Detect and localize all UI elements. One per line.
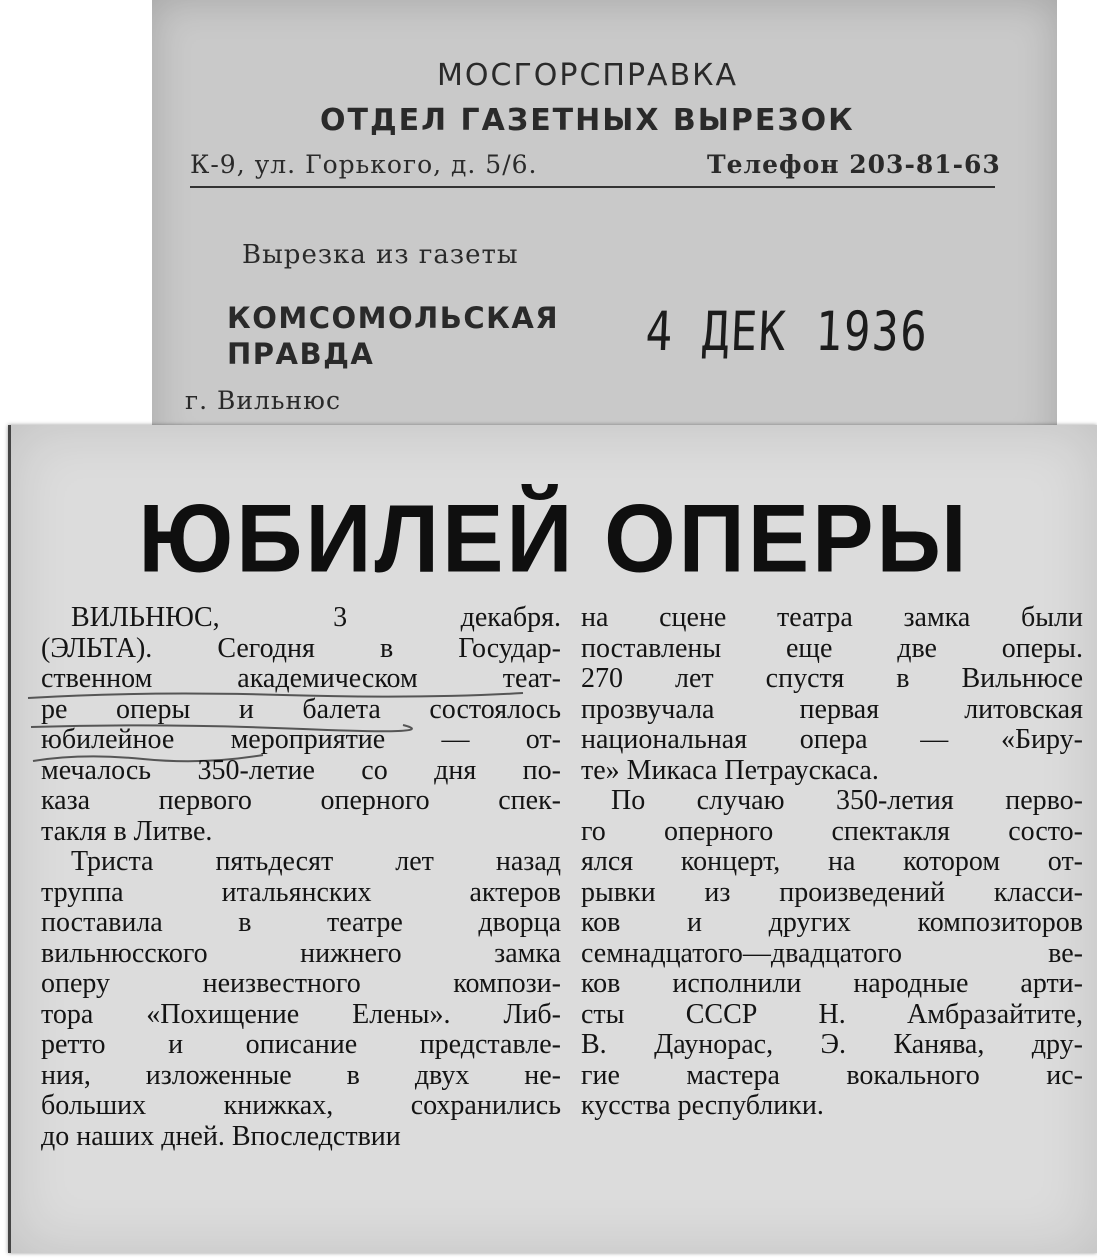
- article-line: ре оперы и балета состоялось: [41, 693, 561, 725]
- agency-name: МОСГОРСПРАВКА: [437, 58, 738, 93]
- newspaper-clipping: [8, 425, 1097, 1253]
- article-line: По случаю 350-летия перво-: [611, 785, 1083, 816]
- article-line: национальная опера — «Биру-: [581, 724, 1083, 755]
- article-line: труппа итальянских актеров: [41, 876, 561, 908]
- clip-source-label: Вырезка из газеты: [242, 240, 519, 270]
- article-line: тора «Похищение Елены». Либ-: [41, 998, 561, 1030]
- article-line: гие мастера вокального ис-: [581, 1059, 1083, 1091]
- article-line: ственном академическом теат-: [41, 663, 561, 694]
- article-line: ков исполнили народные арти-: [581, 968, 1083, 999]
- article-line: сты СССР Н. Амбразайтите,: [581, 998, 1083, 1030]
- article-line: ков и других композиторов: [581, 907, 1083, 938]
- article-line: (ЭЛЬТА). Сегодня в Государ-: [41, 632, 561, 664]
- article-line: оперу неизвестного компози-: [41, 968, 561, 999]
- agency-phone: Телефон 203-81-63: [707, 150, 1001, 179]
- article-column-left: [41, 603, 561, 1152]
- article-line: до наших дней. Впоследствии: [41, 1120, 401, 1152]
- article-line: ретто и описание представле-: [41, 1029, 561, 1060]
- article-line: 270 лет спустя в Вильнюсе: [581, 663, 1083, 694]
- article-line: вильнюсского нижнего замка: [41, 937, 561, 969]
- article-line: мечалось 350-летие со дня по-: [41, 754, 561, 786]
- article-line: ВИЛЬНЮС, 3 декабря.: [71, 602, 561, 633]
- city-label: г. Вильнюс: [185, 386, 341, 415]
- divider-rule: [190, 186, 995, 188]
- newspaper-name: КОМСОМОЛЬСКАЯ ПРАВДА: [227, 301, 560, 371]
- article-line: семнадцатого—двадцатого ве-: [581, 937, 1083, 969]
- article-line: такля в Литве.: [41, 815, 213, 847]
- article-line: больших книжках, сохранились: [41, 1090, 561, 1121]
- article-line: поставлены еще две оперы.: [581, 632, 1083, 664]
- article-line: го оперного спектакля состо-: [581, 815, 1083, 847]
- article-line: поставила в театре дворца: [41, 907, 561, 938]
- article-line: кусства республики.: [581, 1090, 824, 1121]
- agency-address: К-9, ул. Горького, д. 5/6.: [190, 150, 538, 179]
- article-line: прозвучала первая литовская: [581, 693, 1083, 725]
- article-line: В. Даунорас, Э. Канява, дру-: [581, 1029, 1083, 1060]
- article-column-right: [581, 603, 1083, 1122]
- article-line: ния, изложенные в двух не-: [41, 1059, 561, 1091]
- article-line: на сцене театра замка были: [581, 602, 1083, 633]
- article-headline: ЮБИЛЕЙ ОПЕРЫ: [138, 485, 970, 593]
- article-line: юбилейное мероприятие — от-: [41, 724, 561, 755]
- article-line: рывки из произведений класси-: [581, 876, 1083, 908]
- agency-slip: [152, 0, 1057, 460]
- article-line: Триста пятьдесят лет назад: [71, 846, 561, 877]
- article-line: ялся концерт, на котором от-: [581, 846, 1083, 877]
- date-stamp: 4 ДЕК 1936: [644, 300, 930, 363]
- article-line: каза первого оперного спек-: [41, 785, 561, 816]
- department-name: ОТДЕЛ ГАЗЕТНЫХ ВЫРЕЗОК: [320, 103, 855, 138]
- article-line: те» Микаса Петраускаса.: [581, 754, 879, 786]
